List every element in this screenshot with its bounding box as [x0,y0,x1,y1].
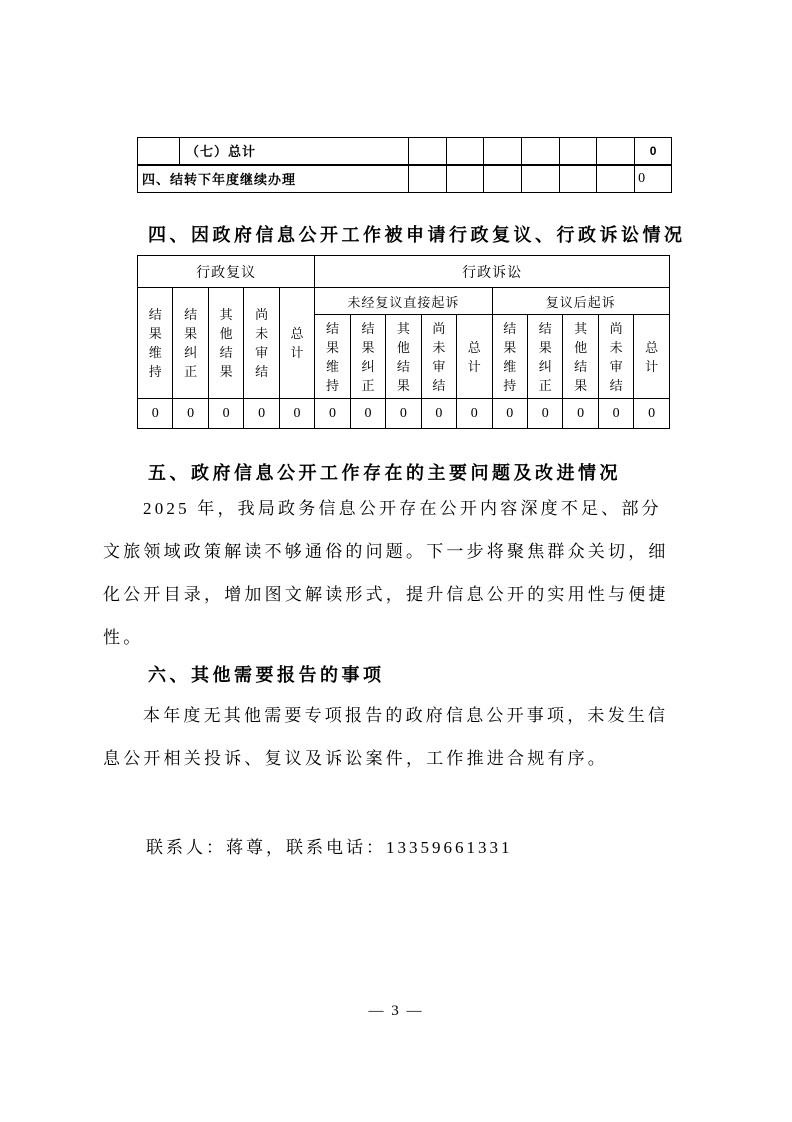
vheader-other-result: 其他结果 [386,315,421,399]
table-row [138,288,670,315]
value-cell: 0 [492,399,527,429]
empty-value-cell [559,138,597,165]
value-cell: 0 [421,399,456,429]
empty-value-cell [446,138,484,165]
value-cell: 0 [208,399,243,429]
table-row [138,165,672,193]
table-row [138,256,670,288]
direct-litigation-subheader: 未经复议直接起诉 [315,288,492,315]
litigation-group-header: 行政诉讼 [315,256,670,288]
row-label-cell: 四、结转下年度继续办理 [138,165,409,193]
review-group-header: 行政复议 [138,256,315,288]
review-litigation-table [137,255,670,429]
empty-value-cell [597,138,635,165]
total-value-cell: 0 [635,138,672,165]
value-cell: 0 [173,399,208,429]
value-cell: 0 [457,399,492,429]
paragraph-line: 文旅领域政策解读不够通俗的问题。下一步将聚焦群众关切，细 [103,542,669,561]
row-label-cell: （七）总计 [180,138,409,165]
value-cell: 0 [527,399,562,429]
value-cell: 0 [598,399,633,429]
vheader-result-corrected: 结果纠正 [173,288,208,399]
value-cell: 0 [244,399,279,429]
vheader-result-corrected: 结果纠正 [527,315,562,399]
value-cell: 0 [350,399,385,429]
vheader-other-result: 其他结果 [563,315,598,399]
empty-value-cell [484,165,522,193]
paragraph-line: 性。 [103,628,144,647]
vheader-result-upheld: 结果维持 [315,315,350,399]
paragraph-line: 本年度无其他需要专项报告的政府信息公开事项，未发生信 [143,706,669,725]
total-value-cell: 0 [635,165,672,193]
empty-value-cell [597,165,635,193]
vheader-total: 总计 [279,288,314,399]
empty-value-cell [522,138,560,165]
value-cell: 0 [563,399,598,429]
value-cell: 0 [279,399,314,429]
value-cell: 0 [138,399,173,429]
section6-heading: 六、其他需要报告的事项 [148,665,385,685]
vheader-result-upheld: 结果维持 [138,288,173,399]
vheader-pending: 尚未审结 [244,288,279,399]
empty-value-cell [409,138,447,165]
value-cell: 0 [634,399,670,429]
page-number: — 3 — [368,1003,424,1019]
empty-cell [138,138,180,165]
paragraph-line: 2025 年，我局政务信息公开存在公开内容深度不足、部分 [143,499,662,518]
value-cell: 0 [315,399,350,429]
empty-value-cell [522,165,560,193]
vheader-pending: 尚未审结 [421,315,456,399]
empty-value-cell [409,165,447,193]
vheader-result-upheld: 结果维持 [492,315,527,399]
value-cell: 0 [386,399,421,429]
table-row [138,138,672,165]
empty-value-cell [484,138,522,165]
contact-line: 联系人：蒋尊，联系电话：13359661331 [146,838,513,857]
paragraph-line: 息公开相关投诉、复议及诉讼案件，工作推进合规有序。 [103,749,608,768]
empty-value-cell [446,165,484,193]
vheader-total: 总计 [457,315,492,399]
section5-heading: 五、政府信息公开工作存在的主要问题及改进情况 [148,463,621,483]
vheader-pending: 尚未审结 [598,315,633,399]
post-review-litigation-subheader: 复议后起诉 [492,288,669,315]
table-row [138,399,670,429]
vheader-total: 总计 [634,315,670,399]
section4-heading: 四、因政府信息公开工作被申请行政复议、行政诉讼情况 [148,225,686,245]
paragraph-line: 化公开目录，增加图文解读形式，提升信息公开的实用性与便捷 [103,585,669,604]
carryover-table [137,137,672,193]
vheader-result-corrected: 结果纠正 [350,315,385,399]
empty-value-cell [559,165,597,193]
vheader-other-result: 其他结果 [208,288,243,399]
